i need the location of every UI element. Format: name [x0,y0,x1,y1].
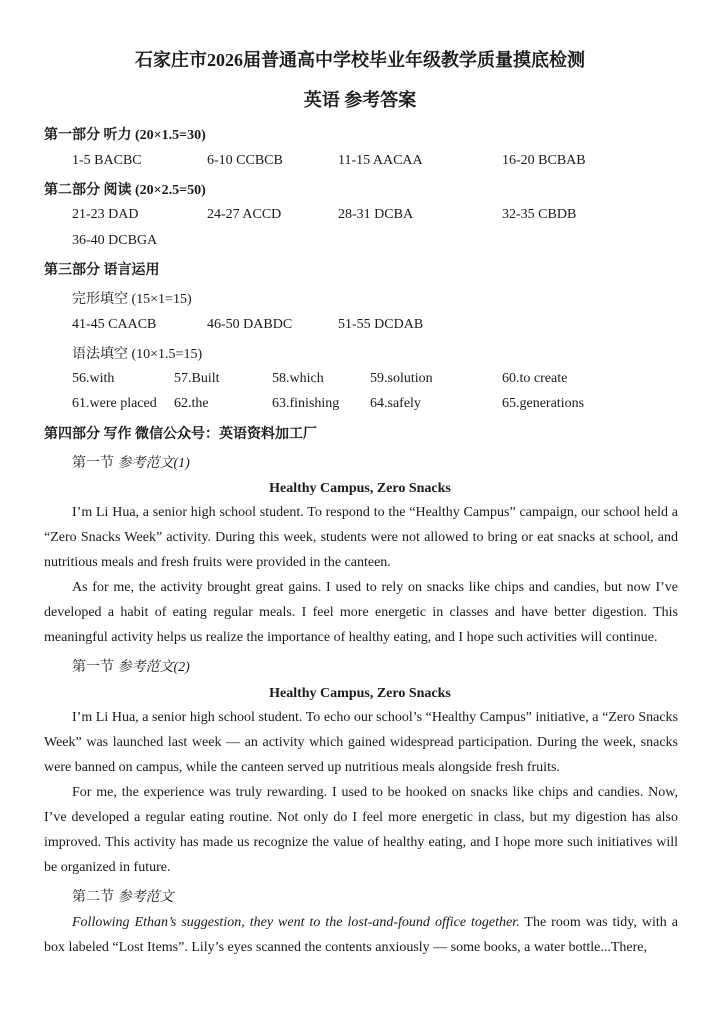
grammar-answers-row [0,371,720,391]
answer-group: 1-5 BACBC [72,153,142,168]
answer-group: 36-40 DCBGA [72,233,158,248]
part2-heading: 第二部分 阅读 (20×2.5=50) [44,183,206,198]
essay-paragraph: For me, the experience was truly rewarding. I used to be hooked on snacks like chips and candies. Now, I’ve developed a regular eating routine. Not only do I feel more energetic in class, but my digestion has also improved. This activity has made us recognize the value of healthy eating, and I hope more such initiatives will be organized in future. [44,785,678,875]
part4-heading: 第四部分 写作 微信公众号：英语资料加工厂 [44,427,317,442]
answer-group: 11-15 AACAA [338,153,423,168]
answer-group: 41-45 CAACB [72,317,157,332]
grammar-answers-row [0,396,720,416]
sample-label: 参考范文 [117,890,174,905]
page-title: 石家庄市2026届普通高中学校毕业年级教学质量摸底检测 [135,50,585,70]
answer-item: 61.were placed [72,396,157,411]
sample-label: 参考范文(2) [117,660,190,675]
essay-paragraph: I’m Li Hua, a senior high school student. To respond to the “Healthy Campus” campaign, our school held a “Zero Snacks Week” activity. During this week, students were not allowed to bring or eat snacks at school, and nutritious meals and fresh fruits were provided in the canteen. [44,505,678,570]
essay-continuation: The room was tidy, with a box labeled “Lost Items”. Lily’s eyes scanned the contents anxiously — some books, a water bottle...There, [44,915,679,955]
answer-item: 64.safely [370,396,421,411]
answer-item: 60.to create [502,371,568,386]
cloze-answers-row [0,317,720,337]
answer-item: 58.which [272,371,324,386]
answer-group: 6-10 CCBCB [207,153,283,168]
part2-answers-row [0,233,720,253]
section-label: 第一节 [72,456,114,471]
page-subtitle: 英语 参考答案 [303,90,417,110]
section-label: 第二节 [72,890,114,905]
section-label: 第一节 [72,660,114,675]
answer-item: 62.the [174,396,209,411]
essay-opening-italic: Following Ethan’s suggestion, they went to the lost-and-found office together. [72,915,520,930]
part1-heading: 第一部分 听力 (20×1.5=30) [44,128,206,143]
answer-item: 56.with [72,371,115,386]
cloze-label: 完形填空 (15×1=15) [72,292,192,307]
grammar-label: 语法填空 (10×1.5=15) [72,347,203,362]
answer-group: 32-35 CBDB [502,207,577,222]
part1-answers-row [0,153,720,173]
essay-paragraph [44,910,678,960]
answer-item: 63.finishing [272,396,340,411]
sample3-label [72,886,174,906]
essay-paragraph: I’m Li Hua, a senior high school student. To echo our school’s “Healthy Campus” initiative, a “Zero Snacks Week” was launched last week — an activity which gained widespread participation. During the week, snacks were banned on campus, while the canteen served up nutritious meals alongside fresh fruits. [44,710,678,775]
answer-group: 28-31 DCBA [338,207,414,222]
answer-item: 57.Built [174,371,220,386]
answer-group: 46-50 DABDC [207,317,293,332]
essay-paragraph: As for me, the activity brought great gains. I used to rely on snacks like chips and candies, but now I’ve developed a habit of eating regular meals. I feel more energetic in classes and have better digestion. This meaningful activity helps us realize the importance of healthy eating, and I hope such activities will continue. [44,580,678,645]
answer-group: 24-27 ACCD [207,207,282,222]
answer-group: 51-55 DCDAB [338,317,424,332]
sample2-label [72,656,190,676]
answer-group: 16-20 BCBAB [502,153,586,168]
part3-heading: 第三部分 语言运用 [44,263,160,278]
answer-item: 65.generations [502,396,585,411]
answer-group: 21-23 DAD [72,207,139,222]
part2-answers-row [0,207,720,227]
essay-title: Healthy Campus, Zero Snacks [269,686,451,701]
essay-title: Healthy Campus, Zero Snacks [269,481,451,496]
sample-label: 参考范文(1) [117,456,190,471]
sample1-label [72,452,190,472]
answer-item: 59.solution [370,371,433,386]
